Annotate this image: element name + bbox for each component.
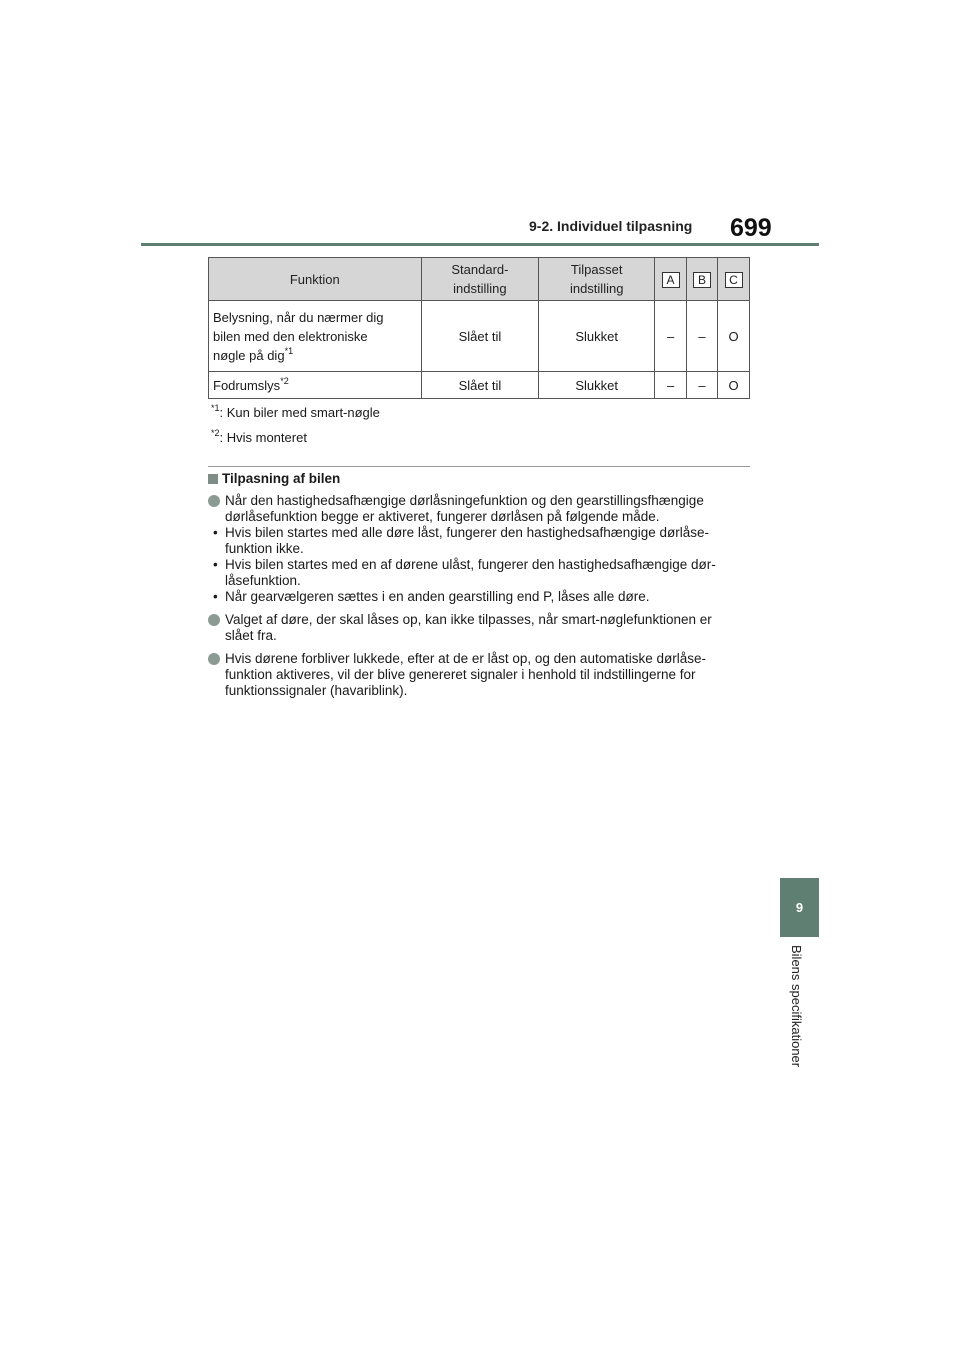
footnote-mark: *2 xyxy=(211,428,220,438)
list-item xyxy=(208,589,753,605)
bullet-icon: • xyxy=(213,589,218,604)
list-item xyxy=(208,557,753,589)
list-item xyxy=(208,525,753,557)
paragraph-line: funktionssignaler (havariblink). xyxy=(225,683,408,698)
cell-custom: Slukket xyxy=(539,372,655,399)
circle-bullet-icon xyxy=(208,495,220,507)
function-line: Fodrumslys xyxy=(213,377,281,393)
paragraph xyxy=(208,651,753,699)
header-default-line2: indstilling xyxy=(453,281,507,296)
cell-function xyxy=(209,301,422,372)
table-row xyxy=(209,372,750,399)
page-number: 699 xyxy=(730,214,772,242)
section-divider xyxy=(208,466,750,467)
paragraph-line: slået fra. xyxy=(225,628,277,643)
cell-a: – xyxy=(655,372,687,399)
section-heading xyxy=(208,471,340,486)
footnote-text: : Kun biler med smart-nøgle xyxy=(219,405,380,420)
function-line: nøgle på dig xyxy=(213,347,285,363)
list-item-line: låsefunktion. xyxy=(225,573,301,588)
footnote-ref: *2 xyxy=(280,375,289,386)
chapter-tab xyxy=(780,878,819,937)
circle-bullet-icon xyxy=(208,614,220,626)
list-item-line: Hvis bilen startes med alle døre låst, fungerer den hastighedsafhængige dørlåse- xyxy=(225,525,710,540)
function-line: Belysning, når du nærmer dig xyxy=(213,309,384,325)
header-col-a xyxy=(655,258,687,301)
footnote-text: : Hvis monteret xyxy=(219,430,307,445)
table-header-row xyxy=(209,258,750,301)
paragraph-line: Hvis dørene forbliver lukkede, efter at de er låst op, og den automatiske dørlåse- xyxy=(225,651,706,666)
cell-c: O xyxy=(718,301,750,372)
list-item-line: Når gearvælgeren sættes i en anden gearstilling end P, låses alle døre. xyxy=(225,589,650,604)
list-item-line: funktion ikke. xyxy=(225,541,304,556)
section-body xyxy=(208,493,753,706)
cell-default: Slået til xyxy=(421,301,539,372)
header-custom xyxy=(539,258,655,301)
header-function: Funktion xyxy=(209,258,422,301)
table-row xyxy=(209,301,750,372)
cell-default: Slået til xyxy=(421,372,539,399)
cell-b: – xyxy=(687,372,718,399)
paragraph-line: dørlåsefunktion begge er aktiveret, fungerer dørlåsen på følgende måde. xyxy=(225,509,660,524)
col-a-label: A xyxy=(662,272,680,288)
header-default-line1: Standard- xyxy=(451,262,509,277)
col-b-label: B xyxy=(693,272,711,288)
cell-c: O xyxy=(718,372,750,399)
footnote-ref: *1 xyxy=(284,345,294,356)
cell-b: – xyxy=(687,301,718,372)
header-col-b xyxy=(687,258,718,301)
header-default xyxy=(421,258,539,301)
bullet-icon: • xyxy=(213,525,218,540)
square-bullet-icon xyxy=(208,474,218,484)
chapter-label xyxy=(782,945,810,1095)
section-title: 9-2. Individuel tilpasning xyxy=(529,218,693,234)
cell-a: – xyxy=(655,301,687,372)
header-custom-line1: Tilpasset xyxy=(570,262,623,277)
chapter-title: Bilens specifikationer xyxy=(789,945,804,1068)
paragraph xyxy=(208,493,753,605)
header-col-c xyxy=(718,258,750,301)
footnote-mark: *1 xyxy=(211,403,220,413)
customization-table xyxy=(208,257,750,399)
cell-custom: Slukket xyxy=(539,301,655,372)
paragraph-line: funktion aktiveres, vil der blive genereret signaler i henhold til indstillingerne for xyxy=(225,667,696,682)
chapter-number: 9 xyxy=(795,900,804,915)
circle-bullet-icon xyxy=(208,653,220,665)
bullet-icon: • xyxy=(213,557,218,572)
footnote xyxy=(211,430,307,445)
function-line: bilen med den elektroniske xyxy=(213,328,368,344)
paragraph-line: Når den hastighedsafhængige dørlåsningefunktion og den gearstillingsfhængige xyxy=(225,493,704,508)
footnote xyxy=(211,405,380,420)
header-divider xyxy=(141,243,819,246)
col-c-label: C xyxy=(725,272,743,288)
paragraph-line: Valget af døre, der skal låses op, kan ikke tilpasses, når smart-nøglefunktionen er xyxy=(225,612,712,627)
section-heading-text: Tilpasning af bilen xyxy=(222,471,341,486)
cell-function xyxy=(209,372,422,399)
header-custom-line2: indstilling xyxy=(569,281,624,296)
list-item-line: Hvis bilen startes med en af dørene ulåst, fungerer den hastighedsafhængige dør- xyxy=(225,557,716,572)
paragraph xyxy=(208,612,753,644)
